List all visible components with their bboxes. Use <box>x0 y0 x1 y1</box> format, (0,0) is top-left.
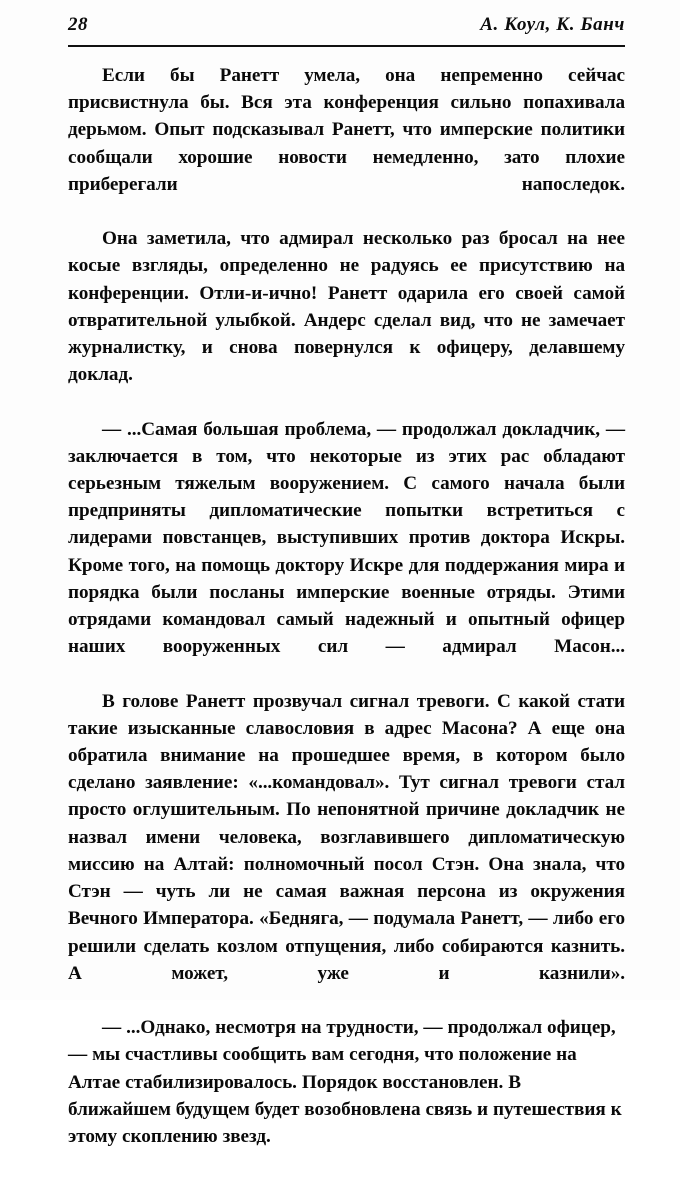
running-head <box>68 14 625 44</box>
paragraph: — ...Однако, несмотря на трудности, — продолжал офицер, — мы счастливы сообщить вам сегодня, что положение на Алтае стабилизировалось. Порядок восстановлен. В ближайшем будущем будет возобновлена связь и путешествия к этому скоплению звезд. <box>68 1017 622 1147</box>
paragraph: Если бы Ранетт умела, она непременно сейчас присвистнула бы. Вся эта конференция сильно попахивала дерьмом. Опыт подсказывал Ранетт, что имперские политики сообщали хорошие новости немедленно, зато плохие приберегали напоследок. <box>68 65 625 195</box>
header-divider-rule <box>68 45 625 47</box>
paragraph: В голове Ранетт прозвучал сигнал тревоги. С какой стати такие изысканные славословия в адрес Масона? А еще она обратила внимание на прошедшее время, в котором было сделано заявление: «...командовал». Тут сигнал тревоги стал просто оглушительным. По непонятной причине докладчик не назвал имени человека, возглавившего дипломатическую миссию на Алтай: полномочный посол Стэн. Она знала, что Стэн — чуть ли не самая важная персона из окружения Вечного Императора. «Бедняга, — подумала Ранетт, — либо его решили сделать козлом отпущения, либо собираются казнить. А может, уже и казнили». <box>68 690 625 984</box>
paragraph: Она заметила, что адмирал несколько раз бросал на нее косые взгляды, определенно не радуясь ее присутствию на конференции. Отли-и-ично! Ранетт одарила его своей самой отвратительной улыбкой. Андерс сделал вид, что не замечает журналистку, и снова повернулся к офицеру, делавшему доклад. <box>68 228 625 386</box>
body-text-block <box>68 62 625 1177</box>
paragraph: — ...Самая большая проблема, — продолжал докладчик, — заключается в том, что некоторые из этих рас обладают серьезным тяжелым вооружением. С самого начала были предприняты дипломатические попытки встретиться с лидерами повстанцев, выступивших против доктора Искры. Кроме того, на помощь доктору Искре для поддержания мира и порядка были посланы имперские военные отряды. Этими отрядами командовал самый надежный и опытный офицер наших вооруженных сил — адмирал Масон... <box>68 418 625 658</box>
page-number: 28 <box>68 14 88 35</box>
running-head-authors: А. Коул, К. Банч <box>480 14 625 35</box>
